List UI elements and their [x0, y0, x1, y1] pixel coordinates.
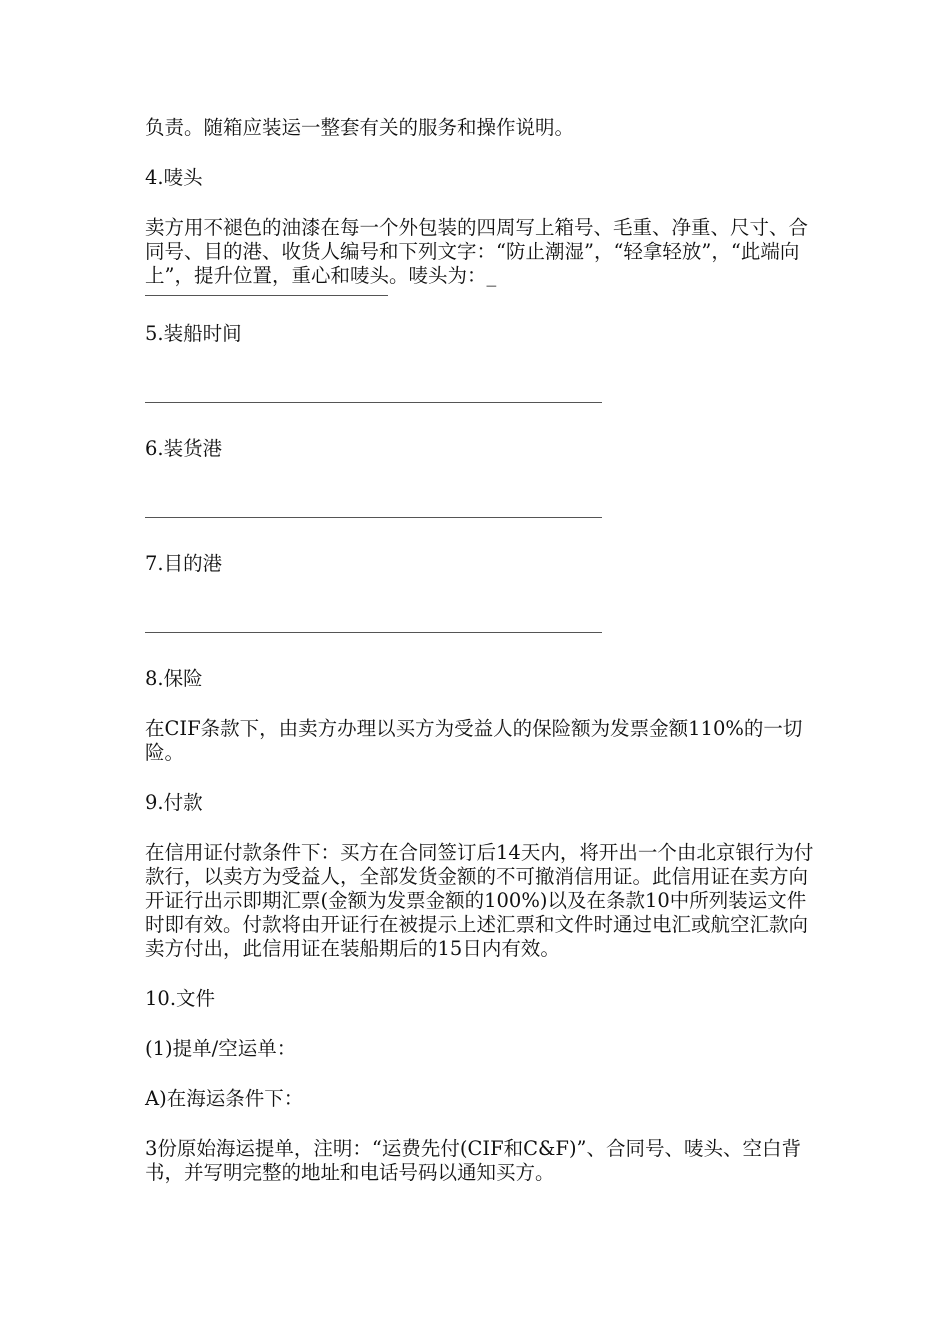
shipping-mark-blank-line [145, 295, 388, 296]
section-10-heading: 10.文件 [145, 987, 216, 1010]
section-10-1a-heading: A)在海运条件下： [145, 1087, 304, 1110]
section-8-body: 在CIF条款下，由卖方办理以买方为受益人的保险额为发票金额110%的一切险。 [145, 717, 803, 764]
section-6-heading: 6.装货港 [145, 437, 223, 460]
destination-port-blank-line [145, 632, 602, 633]
section-4-body: 卖方用不褪色的油漆在每一个外包装的四周写上箱号、毛重、净重、尺寸、合同号、目的港、收货人编号和下列文字：“防止潮湿”，“轻拿轻放”，“此端向上”，提升位置，重心和唛头。唛头为：_ [145, 216, 809, 287]
loading-port-blank-line [145, 517, 602, 518]
shipment-time-blank-line [145, 402, 602, 403]
section-9-body: 在信用证付款条件下：买方在合同签订后14天内，将开出一个由北京银行为付款行，以卖方为受益人，全部发货金额的不可撤消信用证。此信用证在卖方向开证行出示即期汇票(金额为发票金额的100%)以及在条款10中所列装运文件时即有效。付款将由开证行在被提示上述汇票和文件时通过电汇或航空汇款向卖方付出，此信用证在装船期后的15日内有效。 [145, 841, 814, 960]
section-8-heading: 8.保险 [145, 667, 203, 690]
section-9-heading: 9.付款 [145, 791, 203, 814]
document-body [145, 116, 825, 1211]
intro-paragraph: 负责。随箱应装运一整套有关的服务和操作说明。 [145, 116, 575, 139]
section-5-heading: 5.装船时间 [145, 322, 242, 345]
section-4-block [145, 216, 825, 296]
section-10-1a-body: 3份原始海运提单，注明：“运费先付(CIF和C&F)”、合同号、唛头、空白背书，并写明完整的地址和电话号码以通知买方。 [145, 1137, 802, 1184]
section-7-heading: 7.目的港 [145, 552, 223, 575]
section-4-heading: 4.唛头 [145, 166, 203, 189]
section-10-1-heading: (1)提单/空运单： [145, 1037, 297, 1060]
